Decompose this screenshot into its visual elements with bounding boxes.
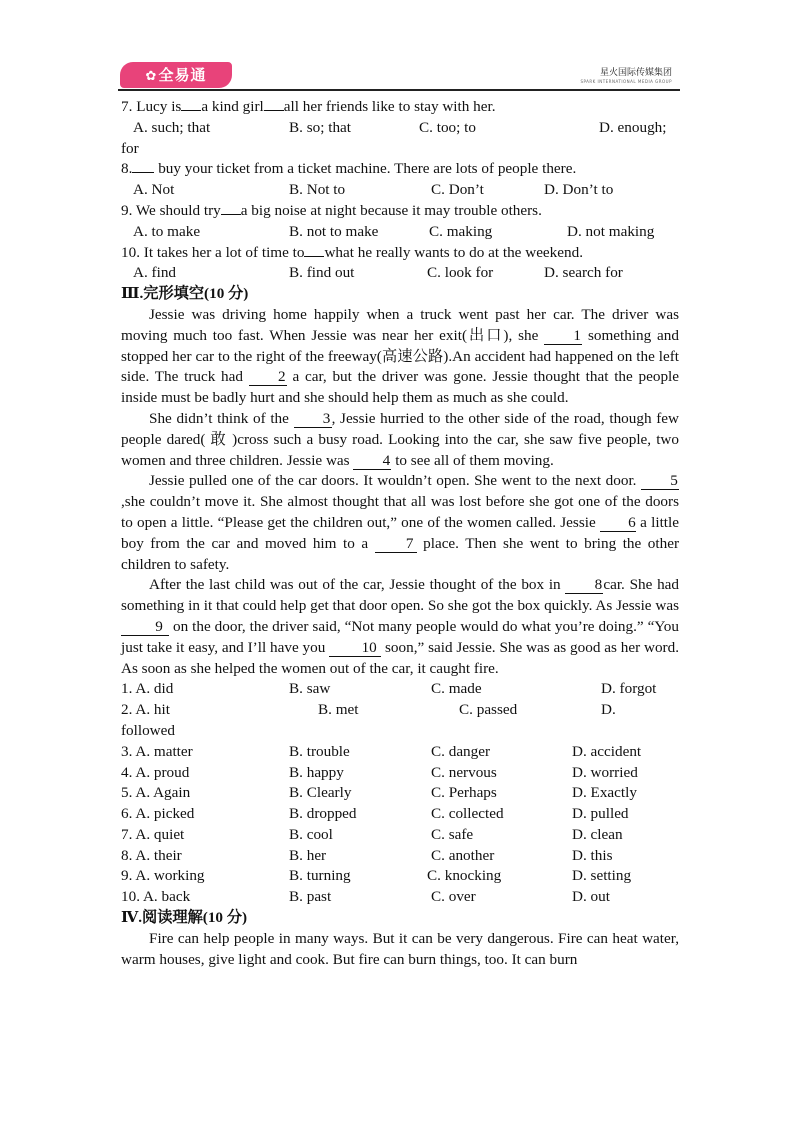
option-c: C. look for	[427, 264, 494, 282]
option-a: 5. A. Again	[121, 784, 191, 802]
passage-paragraph-1	[121, 305, 679, 409]
passage-text: car. She had something in it that could help get that door open. So she got the box quickly. As Jessie was	[121, 576, 679, 615]
option-a: 2. A. hit	[121, 701, 170, 719]
worksheet-body	[121, 97, 679, 970]
stem-text: a kind girl	[201, 98, 264, 115]
cloze-option-row	[121, 887, 679, 908]
blank-4: 4	[353, 453, 391, 470]
option-d: D. not making	[567, 222, 655, 240]
option-d: D. accident	[572, 742, 642, 760]
option-d: D. enough;	[599, 118, 667, 136]
option-a: 9. A. working	[121, 867, 205, 885]
question-9-stem	[121, 201, 679, 222]
option-c: C. danger	[431, 742, 491, 760]
option-c: C. Perhaps	[431, 784, 497, 802]
option-b: B. Clearly	[289, 784, 352, 802]
passage-text: Jessie pulled one of the car doors. It wouldn’t open. She went to the next door.	[149, 472, 641, 490]
option-b: B. happy	[289, 763, 344, 781]
publisher-en: SPARK INTERNATIONAL MEDIA GROUP	[580, 79, 672, 84]
passage-text: to see all of them moving.	[391, 451, 554, 469]
stem-text: all her friends like to stay with her.	[283, 98, 496, 115]
passage-text: place. Then she went to bring the other children to safety.	[121, 534, 680, 573]
passage-paragraph-3	[121, 471, 679, 575]
option-a: 10. A. back	[121, 888, 191, 906]
option-a: 1. A. did	[121, 680, 174, 698]
option-d: D. setting	[572, 867, 632, 885]
answer-blank	[132, 172, 154, 173]
option-d: D. clean	[572, 825, 623, 843]
option-d: D. pulled	[572, 805, 629, 823]
option-c: C. nervous	[431, 763, 497, 781]
passage-text: a little boy from the car and moved him to a	[121, 513, 679, 552]
option-b: B. not to make	[289, 222, 379, 240]
question-10-stem	[121, 243, 679, 264]
option-c: C. collected	[431, 805, 504, 823]
cloze-option-row	[121, 866, 679, 887]
brand-logo	[120, 62, 232, 88]
option-d: D.	[601, 701, 616, 719]
answer-blank	[304, 256, 324, 257]
header-rule	[118, 89, 680, 91]
answer-blank	[264, 110, 284, 111]
option-b: B. Not to	[289, 181, 346, 199]
blank-10: 10	[329, 640, 381, 657]
option-d: D. search for	[544, 264, 623, 282]
passage-text: something and stopped her car to the right of the freeway(高速公路).An accident had happened on the left side. The truck had	[121, 326, 679, 386]
option-a: A. such; that	[133, 118, 211, 136]
option-d: D. Exactly	[572, 784, 637, 802]
option-c: C. another	[431, 846, 495, 864]
cloze-option-row	[121, 846, 679, 867]
option-c: C. too; to	[419, 118, 476, 136]
section-4-heading: Ⅳ.阅读理解(10 分)	[121, 909, 248, 927]
answer-blank	[221, 214, 241, 215]
cloze-option-row	[121, 804, 679, 825]
option-b: B. saw	[289, 680, 331, 698]
passage-text: ,she couldn’t move it. She almost thought that all was lost before she got one of the doors to open a little. “Please get the children out,” one of the women called. Jessie	[121, 493, 679, 531]
option-d: D. out	[572, 888, 610, 906]
option-b: B. cool	[289, 825, 333, 843]
logo-swirl-icon: ✿	[145, 69, 158, 84]
option-c: C. passed	[459, 701, 518, 719]
passage-text: on the door, the driver said, “Not many people would do what you’re doing.” “You just take it easy, and I’ll have you	[121, 617, 679, 656]
blank-6: 6	[600, 515, 636, 532]
option-b: B. so; that	[289, 118, 352, 136]
passage-text: a car, but the driver was gone. Jessie thought that the people inside must be badly hurt and she should help them as much as she could.	[121, 368, 679, 407]
publisher-name	[580, 65, 672, 84]
blank-3: 3	[294, 411, 332, 428]
option-c: C. over	[431, 888, 476, 906]
question-8-stem	[121, 159, 679, 180]
option-a: 8. A. their	[121, 846, 182, 864]
blank-9: 9	[121, 619, 169, 636]
stem-text: 7. Lucy is	[121, 98, 182, 115]
publisher-cn: 星火国际传媒集团	[599, 68, 672, 78]
question-7-options	[121, 118, 679, 139]
answer-blank	[181, 110, 201, 111]
option-d: D. this	[572, 846, 613, 864]
option-b: B. turning	[289, 867, 351, 885]
option-d-continued: for	[121, 139, 139, 157]
page-header	[118, 60, 680, 90]
option-b: B. met	[318, 701, 359, 719]
cloze-option-row	[121, 783, 679, 804]
question-8-options	[121, 180, 679, 201]
cloze-option-row	[121, 742, 679, 763]
blank-2: 2	[249, 369, 287, 386]
stem-text: 9. We should try	[121, 201, 221, 219]
blank-7: 7	[375, 536, 417, 553]
question-7-stem	[121, 97, 679, 118]
option-b: B. her	[289, 846, 327, 864]
stem-text: what he really wants to do at the weekend.	[324, 243, 583, 261]
blank-8: 8	[565, 577, 603, 594]
option-d: D. worried	[572, 763, 638, 781]
option-a: 4. A. proud	[121, 763, 190, 781]
cloze-option-row	[121, 825, 679, 846]
passage-paragraph-4	[121, 575, 679, 679]
option-d-continued: followed	[121, 721, 175, 739]
option-a: 7. A. quiet	[121, 825, 185, 843]
option-a: A. find	[133, 264, 177, 282]
cloze-option-row	[121, 700, 679, 721]
option-a: 3. A. matter	[121, 742, 193, 760]
stem-text: 8.	[121, 160, 133, 178]
question-9-options	[121, 222, 679, 243]
reading-paragraph-1: Fire can help people in many ways. But it can be very dangerous. Fire can heat water, warm houses, give light and cook. But fire can burn things, too. It can burn	[121, 929, 679, 968]
passage-text: After the last child was out of the car, Jessie thought of the box in	[149, 576, 566, 594]
passage-text: soon,” said Jessie. She was as good as her word. As soon as she helped the women out of the car, it caught fire.	[121, 638, 679, 677]
passage-text: She didn’t think of the	[149, 409, 294, 427]
option-b: B. find out	[289, 264, 355, 282]
passage-paragraph-2	[121, 409, 679, 471]
question-10-options	[121, 263, 679, 284]
option-c: C. Don’t	[431, 181, 484, 199]
stem-text: 10. It takes her a lot of time to	[121, 243, 305, 261]
blank-5: 5	[641, 473, 679, 490]
option-c: C. safe	[431, 825, 474, 843]
stem-text: a big noise at night because it may trouble others.	[240, 201, 542, 219]
option-c: C. making	[429, 222, 493, 240]
stem-text: buy your ticket from a ticket machine. There are lots of people there.	[154, 160, 577, 178]
option-a: A. Not	[133, 181, 175, 199]
option-b: B. past	[289, 888, 332, 906]
option-d: D. Don’t to	[544, 181, 614, 199]
option-d: D. forgot	[601, 680, 657, 698]
passage-text: , Jessie hurried to the other side of the road, though few people dared( 敢 )cross such a busy road. Looking into the car, she saw five people, two women and three children. Jessie was	[121, 409, 679, 469]
option-b: B. trouble	[289, 742, 350, 760]
cloze-option-row	[121, 679, 679, 700]
section-3-heading: Ⅲ.完形填空(10 分)	[121, 285, 249, 303]
logo-text: 全易通	[158, 66, 207, 84]
option-b: B. dropped	[289, 805, 357, 823]
cloze-option-row	[121, 763, 679, 784]
option-a: A. to make	[133, 222, 201, 240]
blank-1: 1	[544, 328, 582, 345]
option-c: C. knocking	[427, 867, 502, 885]
passage-text: Jessie was driving home happily when a truck went past her car. The driver was moving much too fast. When Jessie was near her exit(出口), she	[121, 305, 679, 344]
option-a: 6. A. picked	[121, 805, 195, 823]
option-c: C. made	[431, 680, 482, 698]
